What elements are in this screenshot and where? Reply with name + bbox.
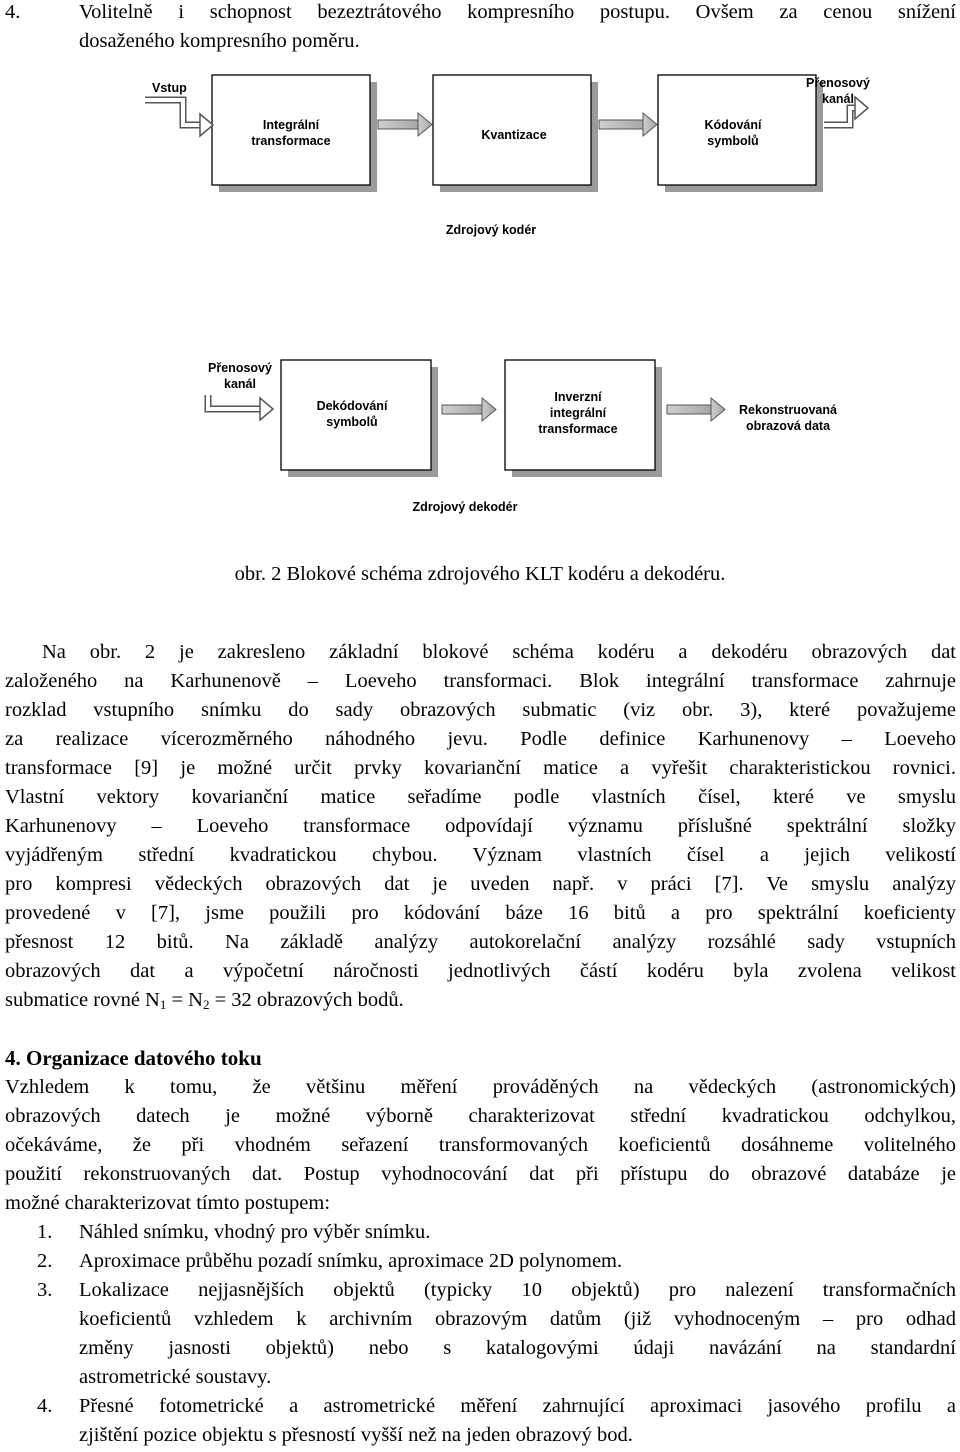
block-label: symbolů [326, 415, 378, 429]
block-label: transformace [251, 134, 331, 148]
paragraph-line: Vzhledem k tomu, že většinu měření prováděných na vědeckých (astronomických) [5, 1076, 956, 1098]
paragraph-line: vyjádřeným střední kvadratickou chybou. Význam vlastních čísel a jejich velikostí [5, 844, 956, 866]
paragraph-line: Karhunenovy – Loeveho transformace odpovídají významu příslušné spektrální složky [5, 815, 956, 837]
paragraph-line: přesnost 12 bitů. Na základě analýzy autokorelační analýzy rozsáhlé sady vstupních [5, 931, 956, 953]
paragraph-line: rozklad vstupního snímku do sady obrazových submatic (viz obr. 3), které považujeme [5, 699, 956, 721]
paragraph-line: za realizace vícerozměrného náhodného jevu. Podle definice Karhunenovy – Loeveho [5, 728, 956, 750]
paragraph-line: očekáváme, že při vhodném seřazení transformovaných koeficientů dosáhneme volitelného [5, 1134, 956, 1156]
input-arrow [145, 100, 202, 125]
input-label: kanál [224, 377, 256, 391]
list-item-number: 2. [37, 1250, 53, 1272]
block-label: transformace [538, 422, 618, 436]
block-label: Inverzní [554, 390, 602, 404]
output-label: obrazová data [745, 419, 831, 433]
coder-title: Zdrojový kodér [445, 223, 537, 237]
arrow-quant-to-coding [599, 120, 645, 129]
intro-item-number: 4. [5, 1, 21, 23]
list-item-number: 4. [37, 1395, 53, 1417]
paragraph-line: pro kompresi vědeckých obrazových dat je uveden např. v práci [7]. Ve smyslu analýzy [5, 873, 956, 895]
paragraph-line: možné charakterizovat tímto postupem: [5, 1192, 331, 1214]
paragraph-line: založeného na Karhunenově – Loeveho transformaci. Blok integrální transformace zahrnuje [5, 670, 956, 692]
intro-item-line: Volitelně i schopnost bezeztrátového kompresního postupu. Ovšem za cenou snížení [79, 1, 956, 23]
block-label: Dekódování [316, 399, 388, 413]
block-label: Integrální [262, 118, 320, 132]
paragraph-line: Na obr. 2 je zakresleno základní blokové schéma kodéru a dekodéru obrazových dat [42, 641, 956, 663]
arrow-decoding-to-inverse [442, 405, 484, 414]
coder-diagram [0, 60, 960, 250]
decoder-title: Zdrojový dekodér [412, 500, 518, 514]
paragraph-line: transformace [9] je možné určit prvky kovarianční matice a vyřešit charakteristickou rovnici. [5, 757, 956, 779]
block-label: integrální [549, 406, 607, 420]
list-item: zjištění pozice objektu s přesností vyšší než na jeden obrazový bod. [79, 1424, 633, 1446]
paragraph-line: použití rekonstruovaných dat. Postup vyhodnocování dat při přístupu do obrazové databáze je [5, 1163, 956, 1185]
paragraph-line: obrazových dat a výpočetní náročnosti jednotlivých částí kodéru byla zvolena velikost [5, 960, 956, 982]
output-label: Přenosový [806, 76, 870, 90]
arrow-integral-to-quant [378, 120, 420, 129]
figure-caption: obr. 2 Blokové schéma zdrojového KLT kodéru a dekodéru. [234, 563, 726, 585]
list-item-number: 3. [37, 1279, 53, 1301]
paragraph-line: obrazových datech je možné výborně charakterizovat střední kvadratickou odchylkou, [5, 1105, 956, 1127]
block-label: symbolů [707, 134, 759, 148]
output-arrow [667, 405, 713, 414]
list-item: Aproximace průběhu pozadí snímku, aproximace 2D polynomem. [79, 1250, 623, 1272]
input-arrow [208, 395, 262, 409]
list-item: astrometrické soustavy. [79, 1366, 272, 1388]
list-item-number: 1. [37, 1221, 53, 1243]
list-item: koeficientů vzhledem k archivním obrazovým datům (již vyhodnoceným – pro odhad [79, 1308, 956, 1330]
paragraph-line: Vlastní vektory kovarianční matice seřadíme podle vlastních čísel, které ve smyslu [5, 786, 956, 808]
output-arrow [824, 108, 858, 125]
list-item: změny jasnosti objektů) nebo s katalogovými údaji navázání na standardní [79, 1337, 956, 1359]
arrow-head [200, 114, 213, 136]
paragraph-line: provedené v [7], jsme použili pro kódování báze 16 bitů a pro spektrální koeficienty [5, 902, 956, 924]
block-label: Kvantizace [481, 128, 547, 142]
paragraph-line: submatice rovné $N_1 = N_2 = 32$ obrazových bodů. [5, 989, 404, 1012]
intro-item-line: dosaženého kompresního poměru. [79, 30, 360, 52]
decoder-diagram [0, 350, 960, 520]
input-label: Vstup [152, 81, 187, 95]
output-label: Rekonstruovaná [739, 403, 837, 417]
list-item: Náhled snímku, vhodný pro výběr snímku. [79, 1221, 431, 1243]
section-heading: 4. Organizace datového toku [5, 1046, 262, 1070]
list-item: Přesné fotometrické a astrometrické měření zahrnující aproximaci jasového profilu a [79, 1395, 956, 1417]
list-item: Lokalizace nejjasnějších objektů (typicky 10 objektů) pro nalezení transformačních [79, 1279, 956, 1301]
output-label: kanál [822, 92, 854, 106]
block-label: Kódování [704, 118, 762, 132]
input-label: Přenosový [208, 361, 272, 375]
